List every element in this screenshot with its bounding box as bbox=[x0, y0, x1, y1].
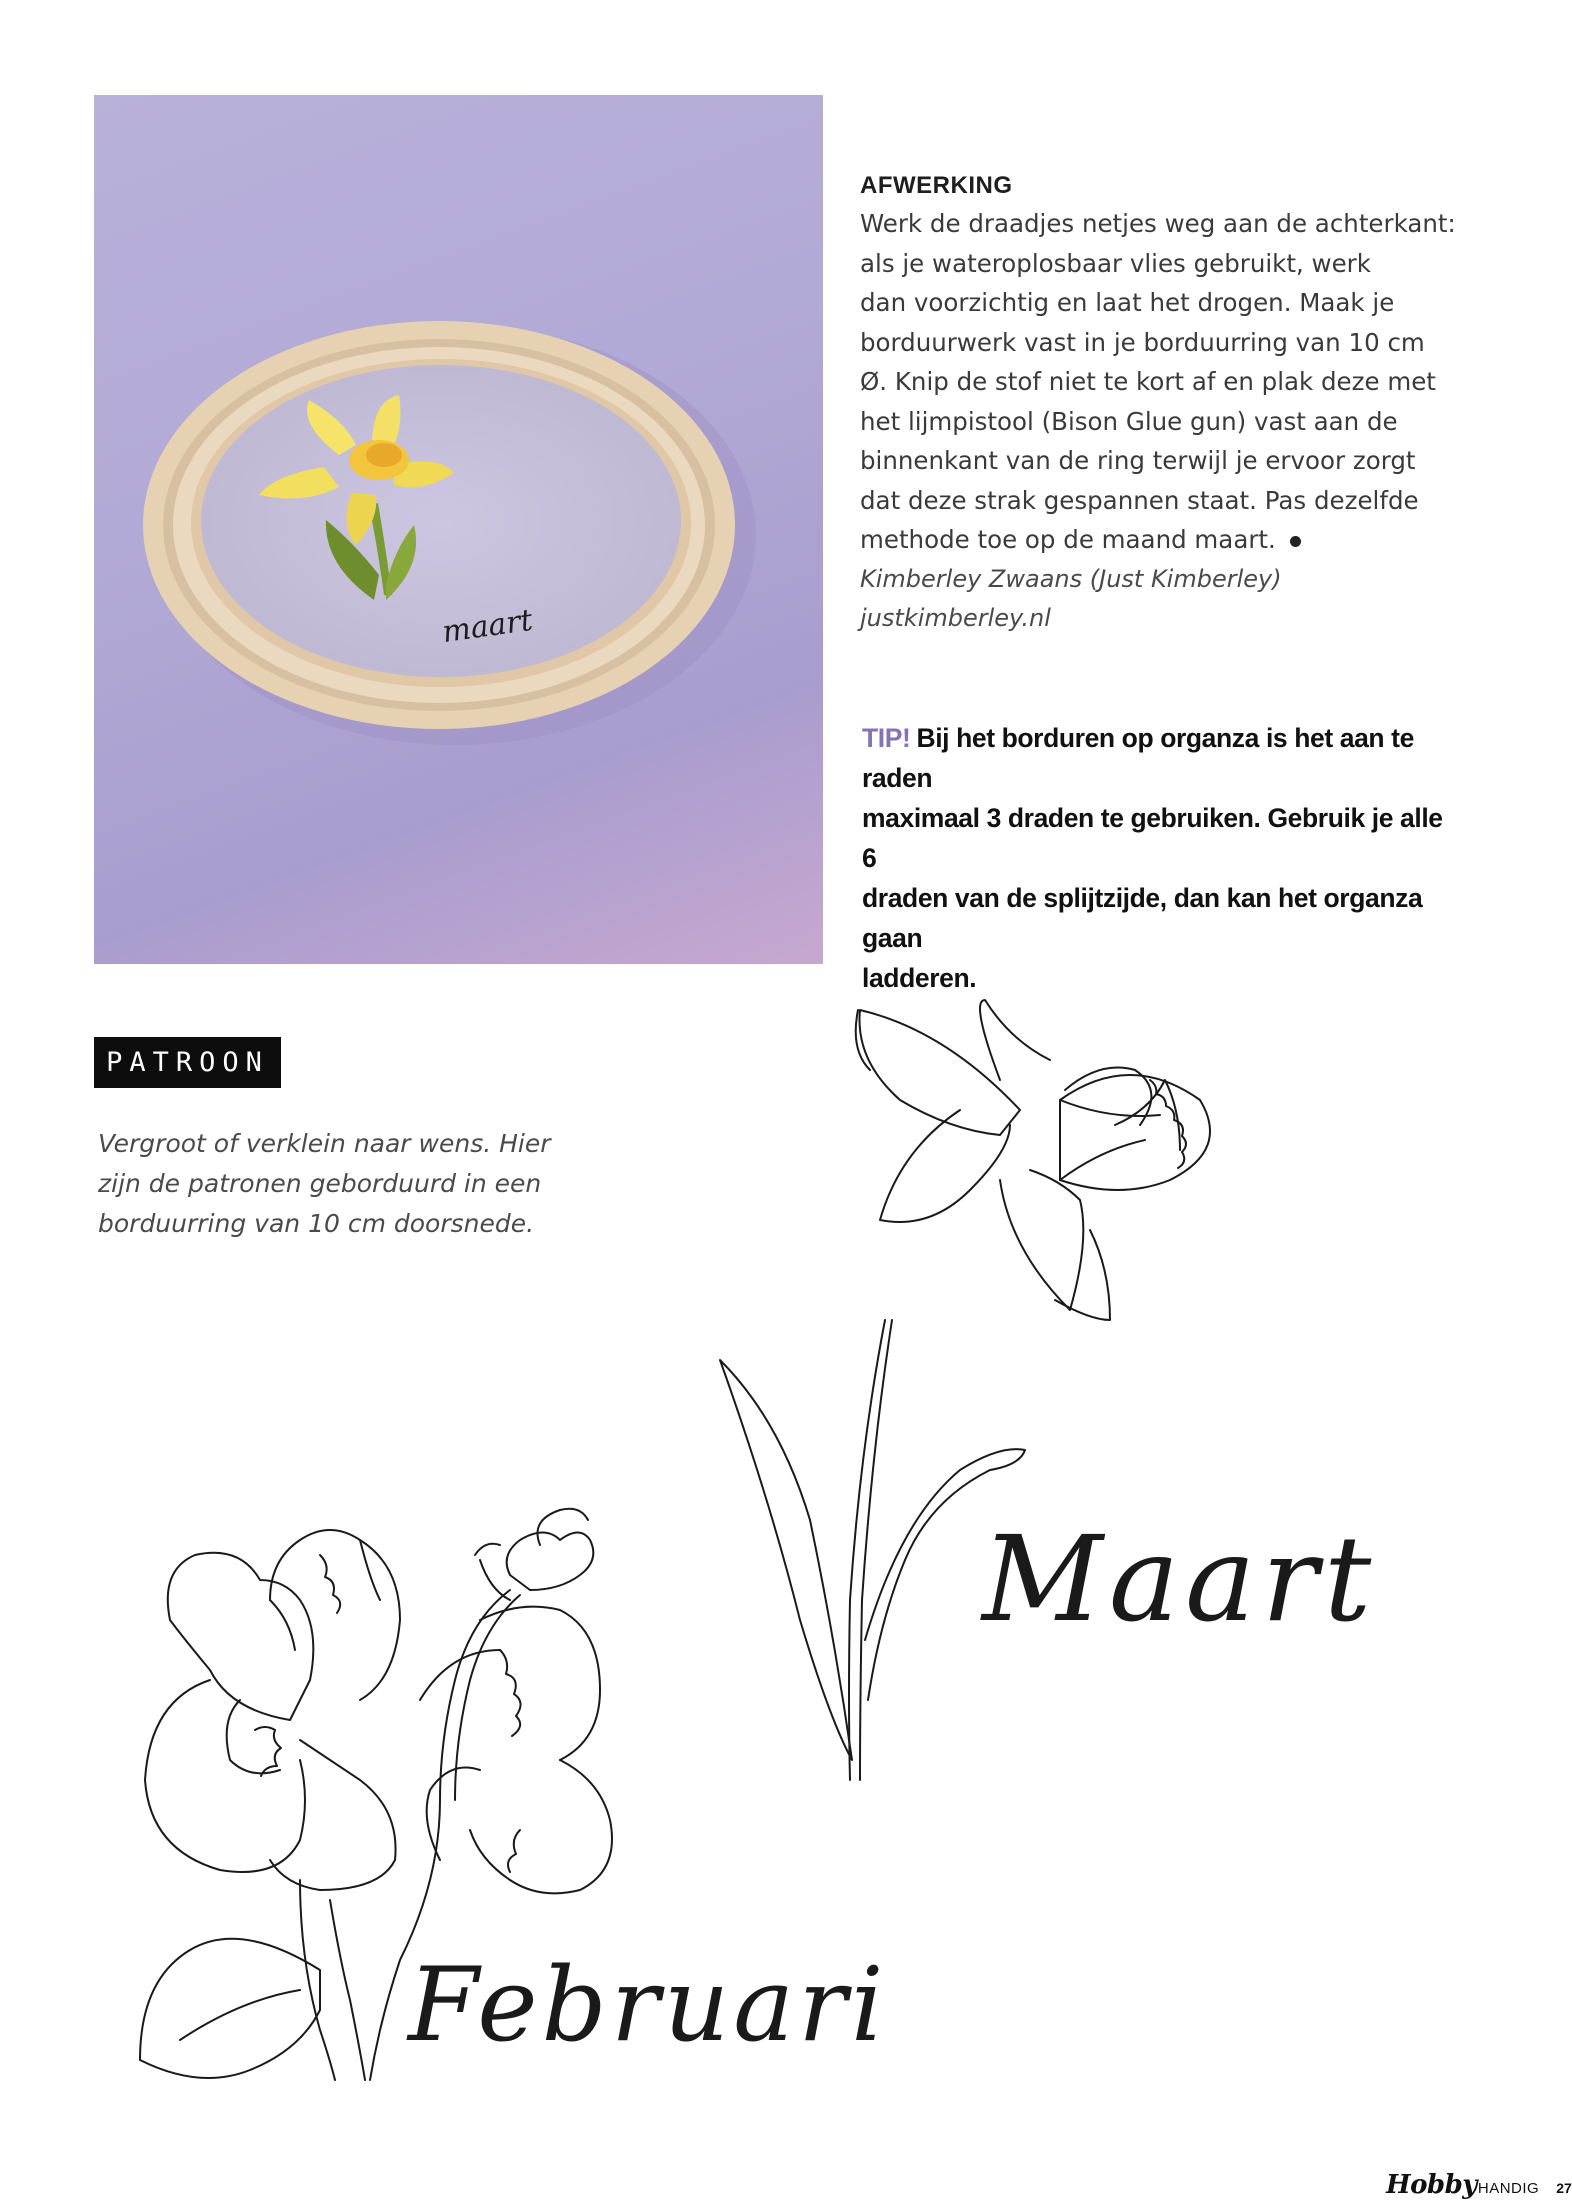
brand-logo-handig: HANDIG bbox=[1477, 2180, 1540, 2197]
tip-line: draden van de splijtzijde, dan kan het organza gaan bbox=[862, 883, 1423, 953]
page-footer bbox=[1386, 2170, 1572, 2200]
patroon-label: PATROON bbox=[94, 1037, 281, 1088]
afwerking-line: dan voorzichtig en laat het drogen. Maak je bbox=[860, 288, 1395, 317]
author-website: justkimberley.nl bbox=[860, 604, 1051, 632]
afwerking-line: binnenkant van de ring terwijl je ervoor zorgt bbox=[860, 446, 1416, 475]
tip-label: TIP! bbox=[862, 723, 911, 753]
patroon-line: borduurring van 10 cm doorsnede. bbox=[98, 1209, 535, 1238]
afwerking-line: borduurwerk vast in je borduurring van 10 cm bbox=[860, 327, 1425, 357]
februari-calligraphy: Februari bbox=[408, 1946, 888, 2065]
afwerking-line: methode toe op de maand maart. bbox=[860, 525, 1276, 554]
patroon-line: Vergroot of verklein naar wens. Hier bbox=[98, 1129, 551, 1158]
afwerking-line: dat deze strak gespannen staat. Pas dezelfde bbox=[860, 485, 1419, 515]
tip-line: ladderen. bbox=[862, 963, 977, 993]
brand-logo-hobby: Hobby bbox=[1386, 2170, 1477, 2200]
page-number: 27 bbox=[1556, 2180, 1572, 2196]
maart-calligraphy: Maart bbox=[982, 1510, 1378, 1648]
daffodil-pattern bbox=[720, 1000, 1210, 1780]
afwerking-line: Werk de draadjes netjes weg aan de achterkant: bbox=[860, 209, 1456, 238]
afwerking-line: als je wateroplosbaar vlies gebruikt, werk bbox=[860, 248, 1371, 278]
afwerking-heading: AFWERKING bbox=[860, 172, 1013, 199]
embroidered-word: maart bbox=[440, 602, 535, 651]
tip-line: Bij het borduren op organza is het aan te raden bbox=[862, 723, 1414, 793]
afwerking-line: Ø. Knip de stof niet te kort af en plak deze met bbox=[860, 367, 1436, 396]
afwerking-line: het lijmpistool (Bison Glue gun) vast aan de bbox=[860, 406, 1398, 436]
tip-line: maximaal 3 draden te gebruiken. Gebruik je alle 6 bbox=[862, 803, 1443, 873]
author-credit: Kimberley Zwaans (Just Kimberley) bbox=[860, 564, 1282, 593]
patroon-line: zijn de patronen geborduurd in een bbox=[98, 1169, 542, 1198]
